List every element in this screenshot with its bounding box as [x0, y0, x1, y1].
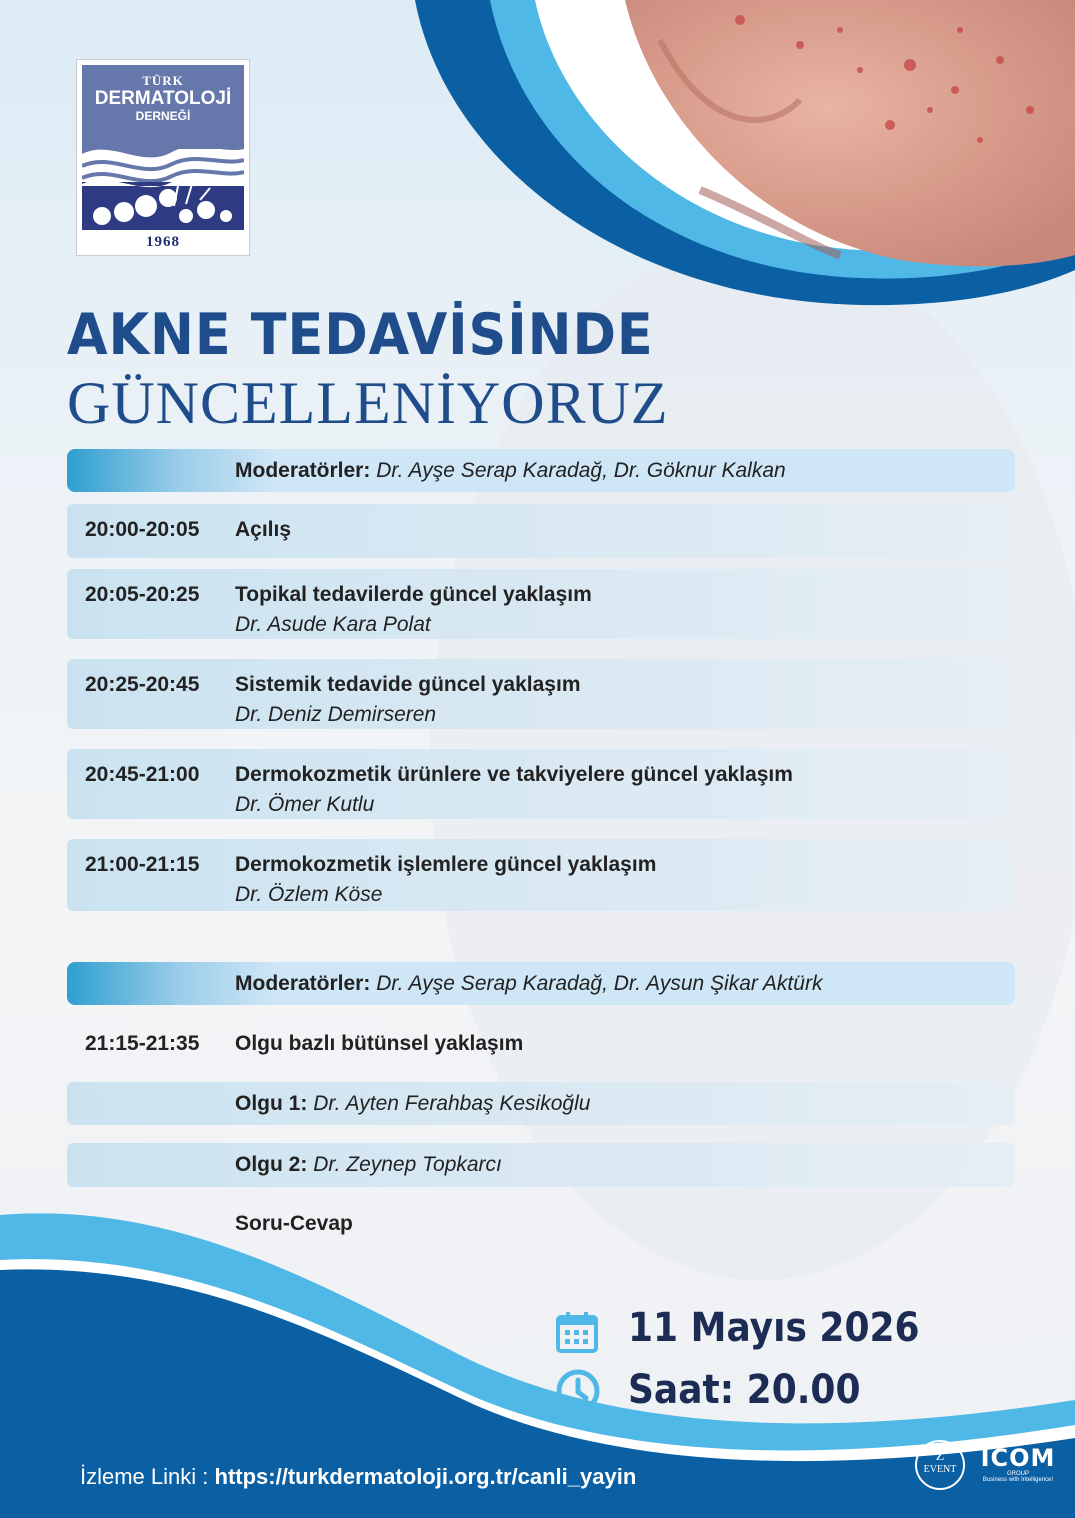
title-line1: AKNE TEDAVİSİNDE [67, 302, 654, 368]
watch-link-line [80, 1464, 636, 1490]
program-time: 20:05-20:25 [85, 583, 200, 606]
program-row [67, 839, 1015, 911]
program-time: 20:25-20:45 [85, 673, 200, 696]
session2-moderators [235, 972, 822, 996]
icom-logo [978, 1438, 1058, 1498]
case2 [235, 1153, 502, 1177]
logo-year: 1968 [146, 234, 180, 250]
program-row [67, 1018, 1015, 1070]
program-row [67, 659, 1015, 729]
icom-group: GROUP [1006, 1471, 1029, 1477]
program-title: Açılış [235, 518, 292, 541]
program-title: Dermokozmetik işlemlere güncel yaklaşım [235, 853, 657, 876]
program-time: 21:15-21:35 [85, 1032, 200, 1055]
moderator-names: Dr. Ayşe Serap Karadağ, Dr. Göknur Kalkan [376, 459, 786, 482]
zevent-z: Z [935, 1449, 945, 1464]
program-time: 21:00-21:15 [85, 853, 200, 876]
calendar-icon [555, 1310, 599, 1354]
program-speaker: Dr. Deniz Demirseren [235, 703, 437, 726]
program-time: 20:00-20:05 [85, 518, 200, 541]
program-title: Dermokozmetik ürünlere ve takviyelere güncel yaklaşım [235, 763, 793, 786]
moderator-label: Moderatörler: [235, 972, 371, 995]
moderator-label: Moderatörler: [235, 459, 371, 482]
program-row [67, 1198, 1015, 1242]
tdd-logo [76, 59, 250, 256]
program-speaker: Dr. Ömer Kutlu [235, 793, 375, 816]
program-title: Sistemik tedavide güncel yaklaşım [235, 673, 581, 696]
clock-icon [555, 1368, 601, 1414]
case-row [67, 1143, 1015, 1187]
program-row [67, 569, 1015, 639]
session1-moderators [235, 459, 786, 483]
logo-emblem [82, 144, 244, 232]
event-date: 11 Mayıs 2026 [628, 1305, 920, 1351]
moderator-names: Dr. Ayşe Serap Karadağ, Dr. Aysun Şikar Aktürk [376, 972, 823, 995]
program-time: 20:45-21:00 [85, 763, 200, 786]
event-time: Saat: 20.00 [628, 1367, 861, 1413]
logo-line3: DERNEĞİ [135, 109, 191, 123]
logo-header [82, 65, 244, 149]
zevent-name: EVENT [923, 1464, 957, 1475]
logo-line2: DERMATOLOJİ [94, 88, 232, 109]
icom-name: ICOM [980, 1444, 1056, 1472]
zevent-logo [915, 1440, 965, 1490]
program-title: Topikal tedavilerde güncel yaklaşım [235, 583, 592, 606]
session2-moderators-bar [67, 962, 1015, 1005]
case2-label: Olgu 2: [235, 1153, 308, 1176]
program-row [67, 504, 1015, 558]
qa-label: Soru-Cevap [235, 1212, 353, 1235]
program-speaker: Dr. Asude Kara Polat [235, 613, 431, 636]
watch-link-label: İzleme Linki : [80, 1464, 209, 1489]
case1-label: Olgu 1: [235, 1092, 308, 1115]
case-row [67, 1082, 1015, 1125]
program-title: Olgu bazlı bütünsel yaklaşım [235, 1032, 524, 1055]
case2-speaker: Dr. Zeynep Topkarcı [313, 1153, 502, 1176]
case1-speaker: Dr. Ayten Ferahbaş Kesikoğlu [313, 1092, 591, 1115]
program-speaker: Dr. Özlem Köse [235, 883, 383, 906]
program-row [67, 749, 1015, 819]
watch-link-url[interactable]: https://turkdermatoloji.org.tr/canli_yayin [214, 1464, 637, 1489]
session1-moderators-bar [67, 449, 1015, 492]
icom-managed-by: MANAGED BY [994, 1438, 1042, 1445]
logo-line1: TÜRK [142, 73, 184, 88]
title-line2: GÜNCELLENİYORUZ [67, 370, 669, 436]
icom-tagline: Business with Intelligence! [982, 1477, 1054, 1483]
case1 [235, 1092, 590, 1116]
